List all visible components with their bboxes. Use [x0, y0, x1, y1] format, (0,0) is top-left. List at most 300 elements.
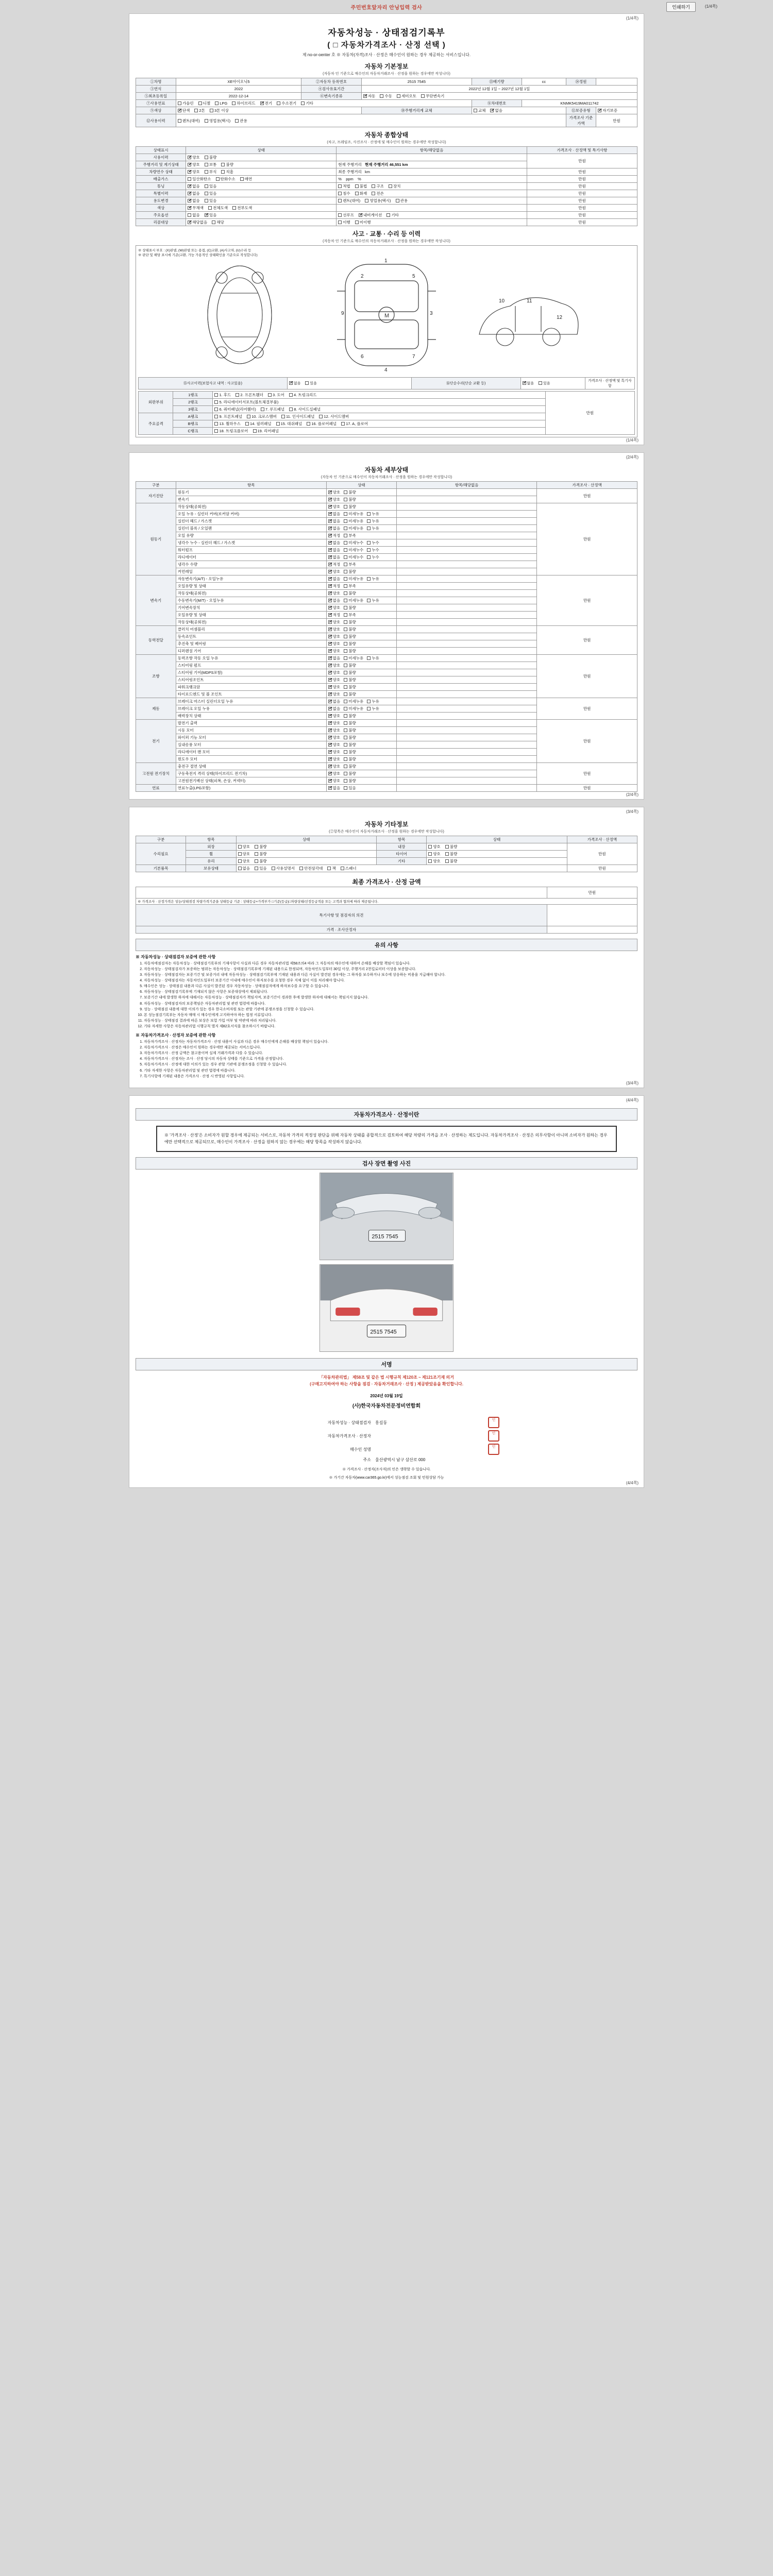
opt-있음[interactable]: 있음: [344, 785, 356, 791]
opt-불량[interactable]: 불량: [344, 771, 356, 776]
opt-양호[interactable]: ✔ 양호: [328, 720, 341, 726]
opt-양호[interactable]: ✔ 양호: [328, 713, 341, 719]
detail-item-extra: [396, 554, 536, 561]
opt-bad[interactable]: 불량: [255, 844, 267, 850]
opt-양호[interactable]: ✔ 양호: [328, 735, 341, 740]
opt-불량[interactable]: 불량: [344, 489, 356, 495]
opt-미세누유[interactable]: 미세누유: [344, 576, 363, 582]
opt-none[interactable]: 없음: [238, 866, 250, 871]
opt-불량[interactable]: 불량: [344, 605, 356, 611]
detail-group-price: 만원: [537, 698, 637, 720]
opt-full-paint[interactable]: 전체도색: [208, 205, 228, 211]
opt-양호[interactable]: ✔ 양호: [328, 749, 341, 755]
detail-item-state: [326, 684, 396, 691]
row-price-emission: 만원: [527, 176, 637, 183]
row-price-color: 만원: [527, 205, 637, 212]
opt-불량[interactable]: 불량: [344, 497, 356, 502]
cell-label: 가격조사 기준가액: [566, 114, 596, 127]
detail-item-label: 실내송풍 모터: [176, 741, 326, 749]
detail-item-label: 실린더 헤드 / 가스켓: [176, 518, 326, 525]
detail-item-extra: [396, 777, 536, 785]
opt-good[interactable]: 양호: [238, 858, 250, 864]
cell-label: ①차명: [136, 78, 176, 86]
opt-frame-16[interactable]: 16. 플로어패널: [307, 421, 337, 427]
opt-양호[interactable]: ✔ 양호: [328, 626, 341, 632]
detail-item-label: 오일 유량: [176, 532, 326, 539]
opt-scratch[interactable]: 직흠: [221, 169, 233, 175]
opt-bad[interactable]: 불량: [205, 155, 217, 160]
rank-label: 1랭크: [173, 392, 213, 399]
rank-label: B랭크: [173, 420, 213, 428]
cell-label: ⑬배기량: [472, 78, 522, 86]
opt-fuel-etc[interactable]: 기타: [301, 100, 313, 106]
detail-item-extra: [396, 525, 536, 532]
opt-불량[interactable]: 불량: [344, 648, 356, 654]
opt-cvt[interactable]: 무단변속기: [421, 93, 444, 99]
print-button[interactable]: 인쇄하기: [666, 2, 696, 12]
rear-photo[interactable]: [320, 1264, 453, 1352]
opt-nav[interactable]: ✔ 내비게이션: [359, 212, 382, 218]
terms-item: 5. 매수인은 성능 · 상태점검 내용과 다른 사실이 발견된 경우 자동차성능 · 상태점검자에게 하자보수를 요구할 수 있습니다.: [144, 984, 637, 989]
sig-value-1[interactable]: 홍길동: [375, 1420, 388, 1425]
opt-frame-15[interactable]: 15. 대쉬패널: [276, 421, 303, 427]
sign-notice-2: (구매고지하여야 하는 사항을 점검 · 자동차거래조사 · 산정 ) 제공받았음을 확인합니다.: [310, 1381, 463, 1386]
opt-two-tone[interactable]: 2톤: [194, 108, 205, 113]
detail-group-label: 원동기: [136, 503, 176, 575]
table-row: [136, 489, 637, 496]
opt-odo-none[interactable]: ✔ 없음: [490, 108, 502, 113]
detail-item-label: 충전구 절연 상태: [176, 763, 326, 770]
opt-yes[interactable]: 있음: [205, 191, 217, 196]
detail-item-state: [326, 597, 396, 604]
etc-table: [136, 836, 637, 872]
opt-hydrogen[interactable]: 수소전기: [277, 100, 296, 106]
opt-불량[interactable]: 불량: [344, 778, 356, 784]
detail-item-extra: [396, 511, 536, 518]
terms-item: 7. 특기사항에 기재된 내용은 가격조사 · 산정 시 반영된 사항입니다.: [144, 1074, 637, 1079]
opt-good[interactable]: ✔ 양호: [188, 169, 200, 175]
opt-없음[interactable]: ✔ 없음: [328, 547, 341, 553]
opt-불량[interactable]: 불량: [344, 677, 356, 683]
terms-item: 1. 자동차가격조사 · 산정자는 자동차가격조사 · 산정 내용이 사실과 다른 경우 매수인에게 손해를 배상할 책임이 있습니다.: [144, 1040, 637, 1045]
detail-item-state: [326, 575, 396, 583]
opt-spanner[interactable]: 스패너: [341, 866, 357, 871]
opt-미세누수[interactable]: 미세누수: [344, 554, 363, 560]
detail-item-extra: [396, 561, 536, 568]
opt-electric[interactable]: ✔ 전기: [260, 100, 273, 106]
opt-done[interactable]: 이행: [338, 219, 350, 225]
opt-양호[interactable]: ✔ 양호: [328, 764, 341, 769]
cell-odometer-replace: [472, 107, 566, 114]
opt-etc[interactable]: 기타: [386, 212, 399, 218]
detail-item-label: 변속기: [176, 496, 326, 503]
row-label-usage: 사용이력: [136, 154, 186, 161]
front-photo[interactable]: [320, 1173, 453, 1260]
sig-addr-label: 주소: [363, 1458, 371, 1463]
opt-triangle[interactable]: 안전삼각대: [299, 866, 323, 871]
detail-item-state: [326, 511, 396, 518]
opt-없음[interactable]: ✔ 없음: [328, 785, 341, 791]
opt-jack[interactable]: 잭: [327, 866, 335, 871]
opt-불량[interactable]: 불량: [344, 756, 356, 762]
opt-양호[interactable]: ✔ 양호: [328, 677, 341, 683]
sig-stamp-3: [467, 1443, 520, 1456]
opt-not-done[interactable]: 미이행: [355, 219, 371, 225]
opt-part-paint[interactable]: 전부도색: [232, 205, 252, 211]
opt-불량[interactable]: 불량: [344, 670, 356, 675]
terms-item: 2. 자동차성능 · 상태점검자가 보증하는 범위는 자동차성능 · 상태점검기록부에 기재된 내용으로 한정되며, 자동차인도일부터 30일 이상, 주행거리 2천킬로미터 이상을 보증합니다.: [144, 967, 637, 972]
opt-frame-13[interactable]: 13. 휠하우스: [214, 421, 241, 427]
opt-양호[interactable]: ✔ 양호: [328, 742, 341, 748]
detail-item-extra: [396, 568, 536, 575]
opt-양호[interactable]: ✔ 양호: [328, 727, 341, 733]
opt-누유[interactable]: 누유: [367, 706, 379, 711]
terms-item: 4. 자동차가격조사 · 산정자는 조사 · 산정 당시의 자동차 상태를 기준으로 가격을 산정합니다.: [144, 1057, 637, 1062]
opt-불량[interactable]: 불량: [344, 749, 356, 755]
opt-good[interactable]: 양호: [428, 851, 441, 857]
detail-item-label: 워터펌프: [176, 547, 326, 554]
detail-item-extra: [396, 626, 536, 633]
sig-value-3[interactable]: [373, 1443, 467, 1456]
opt-불량[interactable]: 불량: [344, 634, 356, 639]
opt-양호[interactable]: ✔ 양호: [328, 569, 341, 574]
opt-미세누유[interactable]: 미세누유: [344, 598, 363, 603]
opt-frame-17[interactable]: 17. A, 플로어: [341, 421, 368, 427]
opt-누유[interactable]: 누유: [367, 518, 379, 524]
opt-미세누수[interactable]: 미세누수: [344, 540, 363, 546]
opt-미세누유[interactable]: 미세누유: [344, 511, 363, 517]
row-detail-recall: [337, 219, 527, 226]
rank-items: [213, 399, 545, 406]
opt-없음[interactable]: ✔ 없음: [328, 706, 341, 711]
page-3: [129, 807, 644, 1088]
opt-good[interactable]: 양호: [428, 858, 441, 864]
opt-bad[interactable]: 불량: [445, 844, 458, 850]
opt-panel-5[interactable]: 5. 라디에이터서포트(볼트체결부품): [214, 399, 278, 405]
diagram-legend-2: ※ 판단 및 해당 표시에 기준(교환, 가능 가용적인 상태확인을 기준으로 작성합니다): [138, 253, 258, 257]
opt-fire[interactable]: 화재: [355, 191, 367, 196]
opt-적정[interactable]: ✔ 적정: [328, 583, 341, 589]
opt-yes[interactable]: ✔ 있음: [205, 212, 217, 218]
opt-good[interactable]: 양호: [428, 844, 441, 850]
opt-panel-7[interactable]: 7. 루프패널: [261, 406, 284, 412]
opt-hc[interactable]: 탄화수소: [216, 176, 236, 182]
opt-diesel[interactable]: 디젤: [198, 100, 211, 106]
rank-items: [213, 406, 545, 413]
opt-none[interactable]: ✔ 없음: [188, 198, 200, 204]
opt-bad[interactable]: 불량: [255, 858, 267, 864]
opt-양호[interactable]: ✔ 양호: [328, 648, 341, 654]
opt-bad[interactable]: 불량: [445, 851, 458, 857]
opt-hybrid[interactable]: 하이브리드: [232, 100, 255, 106]
rear-plate-text: 2515 7545: [370, 1329, 397, 1335]
opt-누수[interactable]: 누수: [367, 540, 379, 546]
detail-item-label: 기어변속장치: [176, 604, 326, 612]
detail-item-extra: [396, 691, 536, 698]
opt-semiauto[interactable]: 세미오토: [397, 93, 416, 99]
detail-item-label: 동력조향 작동 오일 누유: [176, 655, 326, 662]
opt-누유[interactable]: 누유: [367, 655, 379, 661]
opt-양호[interactable]: ✔ 양호: [328, 497, 341, 502]
opt-illegal[interactable]: 불법: [355, 183, 367, 189]
opt-미세누유[interactable]: 미세누유: [344, 518, 363, 524]
opt-양호[interactable]: ✔ 양호: [328, 771, 341, 776]
opt-불량[interactable]: 불량: [344, 619, 356, 625]
opt-불량[interactable]: 불량: [344, 713, 356, 719]
table-row: [136, 575, 637, 583]
opt-gov[interactable]: 관용: [235, 118, 247, 124]
detail-item-extra: [396, 489, 536, 496]
opt-부족[interactable]: 부족: [344, 533, 356, 538]
opt-없음[interactable]: ✔ 없음: [328, 699, 341, 704]
detail-item-extra: [396, 619, 536, 626]
opt-양호[interactable]: ✔ 양호: [328, 778, 341, 784]
opt-bad[interactable]: 불량: [255, 851, 267, 857]
opt-없음[interactable]: ✔ 없음: [328, 518, 341, 524]
opt-frame-9[interactable]: 9. 프론트패널: [214, 414, 242, 419]
opt-frame-18[interactable]: 18. 트렁크플로어: [214, 428, 248, 434]
opt-yes[interactable]: 있음: [205, 198, 217, 204]
opt-양호[interactable]: ✔ 양호: [328, 663, 341, 668]
special-note-label: 특기사항 및 점검자의 의견: [136, 905, 547, 926]
opt-불량[interactable]: 불량: [344, 764, 356, 769]
opt-bad[interactable]: 불량: [221, 162, 233, 167]
opt-yes[interactable]: 있음: [255, 866, 267, 871]
opt-none[interactable]: ✔ 없음: [523, 381, 534, 386]
opt-good[interactable]: ✔ 양호: [188, 155, 200, 160]
opt-양호[interactable]: ✔ 양호: [328, 489, 341, 495]
notice-heading: 자동차가격조사 · 산정이란: [136, 1108, 637, 1121]
opt-panel-1[interactable]: 1. 후드: [214, 392, 231, 398]
detail-item-state: [326, 532, 396, 539]
opt-panel-4[interactable]: 4. 트렁크리드: [289, 392, 317, 398]
cell-label: ⑪보증유형: [566, 107, 596, 114]
page-2-number: (2/4쪽): [626, 455, 638, 460]
opt-gasoline[interactable]: 가솔린: [178, 100, 194, 106]
opt-양호[interactable]: ✔ 양호: [328, 641, 341, 647]
opt-불량[interactable]: 불량: [344, 691, 356, 697]
opt-yes[interactable]: 있음: [539, 381, 550, 386]
opt-three-tone[interactable]: 3톤 이상: [210, 108, 229, 113]
opt-누유[interactable]: 누유: [367, 576, 379, 582]
opt-achromatic[interactable]: ✔ 무채색: [188, 205, 204, 211]
opt-panel-3[interactable]: 3. 도어: [268, 392, 284, 398]
opt-manual[interactable]: 수동: [380, 93, 392, 99]
etc-state-wheel: [236, 851, 376, 858]
opt-누수[interactable]: 누수: [367, 547, 379, 553]
opt-양호[interactable]: ✔ 양호: [328, 504, 341, 510]
opt-manualbook[interactable]: 사용설명서: [272, 866, 295, 871]
opt-불량[interactable]: 불량: [344, 569, 356, 574]
row-price-usage: 만원: [527, 154, 637, 168]
opt-없음[interactable]: ✔ 없음: [328, 576, 341, 582]
opt-부족[interactable]: 부족: [344, 612, 356, 618]
cell-displacement: cc: [522, 78, 566, 86]
opt-불량[interactable]: 불량: [344, 720, 356, 726]
opt-양호[interactable]: ✔ 양호: [328, 684, 341, 690]
opt-frame-10[interactable]: 10. 크로스맴버: [247, 414, 277, 419]
opt-frame-11[interactable]: 11. 인사이드패널: [281, 414, 314, 419]
opt-sunroof[interactable]: 선루프: [338, 212, 354, 218]
photo-rear-wrap: [136, 1264, 637, 1353]
opt-taxi[interactable]: 영업용(택시): [365, 198, 391, 204]
opt-total-loss[interactable]: 전손: [372, 191, 384, 196]
accident-label: ⑮사고이력(보험사고 내역 : 사고있음): [139, 378, 288, 389]
opt-양호[interactable]: ✔ 양호: [328, 590, 341, 596]
accident-state: [287, 378, 411, 389]
opt-panel-6[interactable]: 6. 쿼터패널(리어휀더): [214, 406, 256, 412]
svg-text:M: M: [384, 313, 390, 319]
opt-rental[interactable]: 렌트(대여): [338, 198, 360, 204]
opt-flood[interactable]: 침수: [338, 191, 350, 196]
th-item2: 항목: [377, 836, 427, 843]
opt-none[interactable]: ✔ 없음: [188, 183, 200, 189]
sig-value-2[interactable]: [373, 1429, 467, 1443]
detail-item-state: [326, 590, 396, 597]
opt-불량[interactable]: 불량: [344, 641, 356, 647]
opt-미세누유[interactable]: 미세누유: [344, 526, 363, 531]
opt-양호[interactable]: ✔ 양호: [328, 634, 341, 639]
opt-미세누유[interactable]: 미세누유: [344, 699, 363, 704]
opt-불량[interactable]: 불량: [344, 590, 356, 596]
detail-item-state: [326, 626, 396, 633]
opt-없음[interactable]: ✔ 없음: [328, 655, 341, 661]
opt-적정[interactable]: ✔ 적정: [328, 533, 341, 538]
opt-누유[interactable]: 누유: [367, 699, 379, 704]
opt-rental[interactable]: 렌트(대여): [178, 118, 200, 124]
opt-panel-8[interactable]: 8. 사이드실패널: [289, 406, 321, 412]
etc-item-exterior: 외장: [186, 843, 236, 851]
detail-item-extra: [396, 698, 536, 705]
opt-누수[interactable]: 누수: [367, 554, 379, 560]
opt-rust[interactable]: 부식: [205, 169, 217, 175]
opt-양호[interactable]: ✔ 양호: [328, 691, 341, 697]
opt-co[interactable]: 일산화탄소: [188, 176, 211, 182]
opt-양호[interactable]: ✔ 양호: [328, 619, 341, 625]
opt-누유[interactable]: 누유: [367, 598, 379, 603]
opt-single-color[interactable]: ✔ 단색: [178, 108, 190, 113]
th-price: 가격조사 · 산정액: [567, 836, 637, 843]
opt-panel-2[interactable]: 2. 프론트휀더: [236, 392, 263, 398]
detail-item-extra: [396, 763, 536, 770]
opt-없음[interactable]: ✔ 없음: [328, 554, 341, 560]
terms-heading: 유의 사항: [136, 939, 637, 951]
opt-불량[interactable]: 불량: [344, 742, 356, 748]
svg-text:9: 9: [341, 311, 344, 316]
opt-없음[interactable]: ✔ 없음: [328, 511, 341, 517]
th-price: 가격조사 · 산정액 및 특기사항: [527, 147, 637, 154]
opt-누유[interactable]: 누유: [367, 526, 379, 531]
opt-frame-19[interactable]: 19. 리어패널: [253, 428, 279, 434]
opt-미세누수[interactable]: 미세누수: [344, 547, 363, 553]
row-price-usechange: 만원: [527, 197, 637, 205]
opt-self-warranty[interactable]: ✔ 자기보증: [598, 108, 617, 113]
row-state-options: [186, 212, 337, 219]
opt-frame-12[interactable]: 12. 사이드맴버: [319, 414, 349, 419]
opt-none[interactable]: 없음: [188, 212, 200, 218]
opt-부족[interactable]: 부족: [344, 562, 356, 567]
opt-device[interactable]: 장치: [389, 183, 401, 189]
document-number: 제 no-or-oenter 호 ※ 자동차(자격)조사 · 산정은 매수인이 원하는 경우 제공하는 서비스입니다.: [302, 53, 471, 57]
opt-미세누유[interactable]: 미세누유: [344, 655, 363, 661]
opt-불량[interactable]: 불량: [344, 663, 356, 668]
detail-item-state: [326, 720, 396, 727]
opt-yes[interactable]: 있음: [205, 183, 217, 189]
rank-label: A랭크: [173, 413, 213, 420]
etc-item-tire: 타이어: [377, 851, 427, 858]
opt-good[interactable]: 양호: [238, 851, 250, 857]
opt-yes[interactable]: 있음: [305, 381, 317, 386]
opt-frame-14[interactable]: 14. 필러패널: [245, 421, 272, 427]
opt-none[interactable]: ✔ 없음: [188, 191, 200, 196]
opt-lpg[interactable]: LPG: [215, 101, 227, 106]
detail-item-label: 추진축 및 베어링: [176, 640, 326, 648]
opt-smoke[interactable]: 매연: [240, 176, 253, 182]
opt-odo-replaced[interactable]: 교체: [474, 108, 486, 113]
cell-label: ⑩주행거리계 교체: [361, 107, 472, 114]
opt-bad[interactable]: 불량: [445, 858, 458, 864]
opt-적정[interactable]: ✔ 적정: [328, 612, 341, 618]
opt-not-applicable[interactable]: ✔ 해당없음: [188, 219, 207, 225]
opt-applicable[interactable]: 해당: [212, 219, 224, 225]
opt-미세누유[interactable]: 미세누유: [344, 706, 363, 711]
etc-heading: 자동차 기타정보: [364, 821, 409, 828]
opt-양호[interactable]: ✔ 양호: [328, 605, 341, 611]
row-detail-usage: [337, 154, 527, 161]
opt-없음[interactable]: ✔ 없음: [328, 598, 341, 603]
row-state-recall: [186, 219, 337, 226]
opt-good[interactable]: 양호: [238, 844, 250, 850]
detail-item-label: 라디에이터: [176, 554, 326, 561]
detail-item-label: 클러치 어셈블리: [176, 626, 326, 633]
opt-없음[interactable]: ✔ 없음: [328, 540, 341, 546]
front-plate-text: 2515 7545: [372, 1233, 398, 1240]
detail-item-extra: [396, 684, 536, 691]
th-item: 항목: [186, 836, 236, 843]
detail-item-extra: [396, 597, 536, 604]
opt-불량[interactable]: 불량: [344, 684, 356, 690]
detail-note: (자동차 인 기준으로 매수인이 자동차거래조사 · 산정을 원하는 경우에만 작성합니다): [321, 476, 452, 479]
opt-good[interactable]: ✔ 양호: [188, 162, 200, 167]
opt-none[interactable]: ✔ 없음: [289, 381, 301, 386]
document-title: 자동차성능 · 상태점검기록부: [328, 28, 445, 38]
detail-item-state: [326, 770, 396, 777]
opt-normal[interactable]: 보통: [205, 162, 217, 167]
cell-fuel: [176, 100, 472, 107]
opt-누유[interactable]: 누유: [367, 511, 379, 517]
basic-info-table: [136, 78, 637, 127]
opt-양호[interactable]: ✔ 양호: [328, 756, 341, 762]
table-row: [136, 763, 637, 770]
opt-불량[interactable]: 불량: [344, 727, 356, 733]
opt-적정[interactable]: ✔ 적정: [328, 562, 341, 567]
opt-부족[interactable]: 부족: [344, 583, 356, 589]
opt-auto[interactable]: ✔ 자동: [363, 93, 376, 99]
signature-table: [253, 1416, 520, 1464]
opt-불량[interactable]: 불량: [344, 626, 356, 632]
opt-taxi[interactable]: 영업용(택시): [205, 118, 230, 124]
opt-legal[interactable]: 적법: [338, 183, 350, 189]
opt-불량[interactable]: 불량: [344, 504, 356, 510]
opt-불량[interactable]: 불량: [344, 735, 356, 740]
car-diagram[interactable]: [138, 257, 635, 376]
svg-text:1: 1: [384, 258, 388, 264]
opt-양호[interactable]: ✔ 양호: [328, 670, 341, 675]
cell-carname: XE아이오닉5: [176, 78, 301, 86]
opt-gov[interactable]: 관용: [396, 198, 408, 204]
opt-structure[interactable]: 구조: [372, 183, 384, 189]
opt-없음[interactable]: ✔ 없음: [328, 526, 341, 531]
